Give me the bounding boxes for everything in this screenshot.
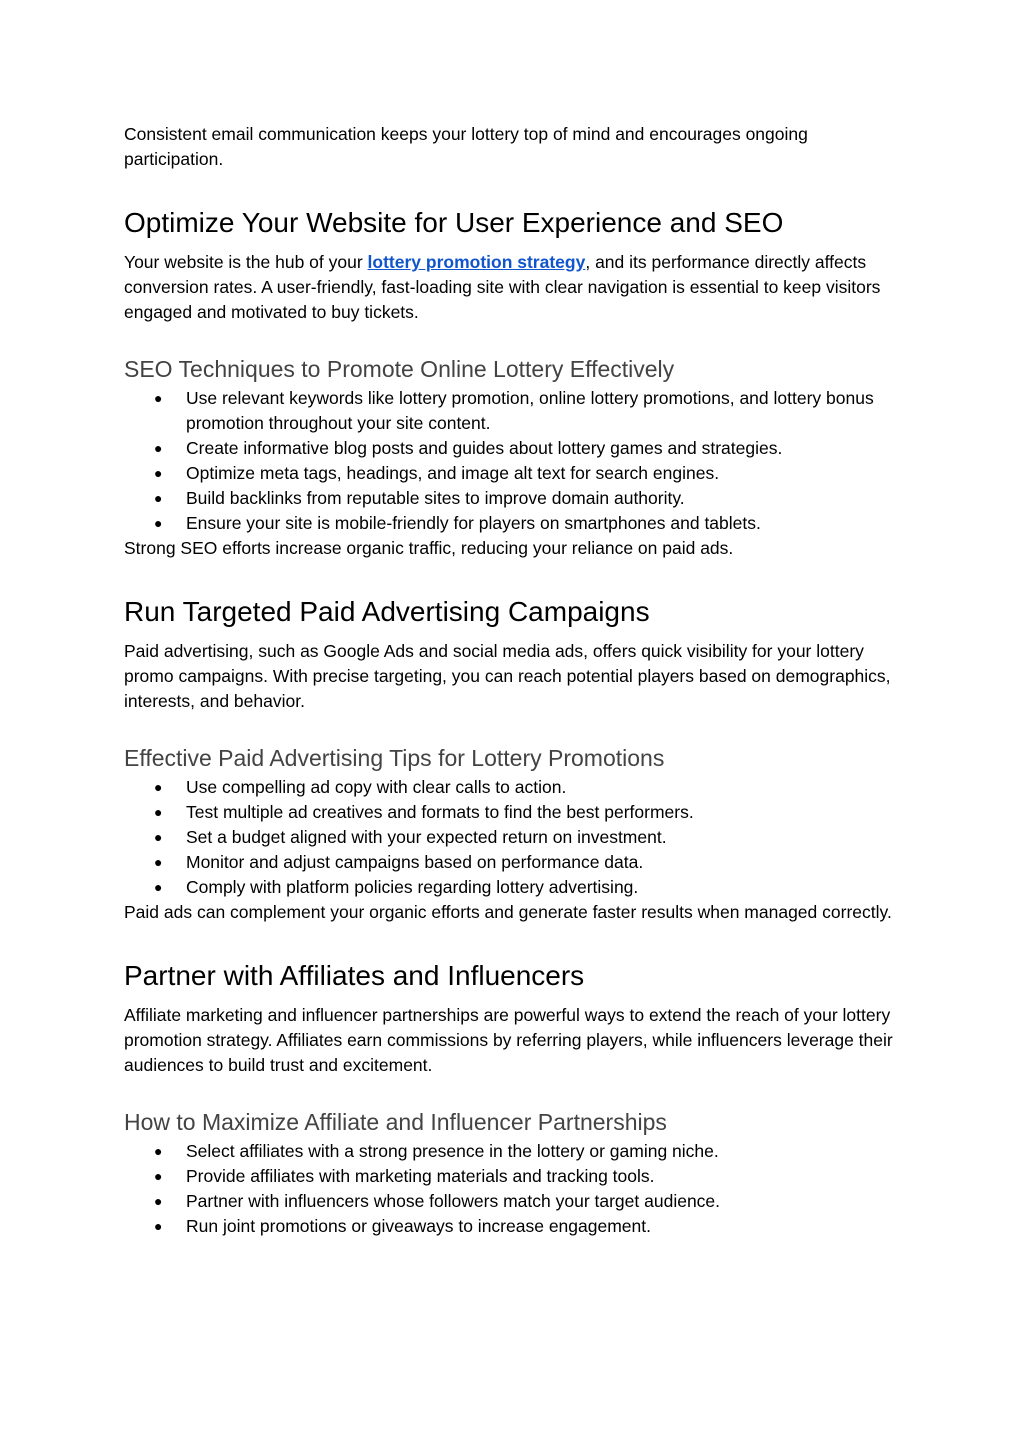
list-item (124, 1189, 900, 1214)
bullet-icon: ● (154, 1168, 163, 1184)
list-item (124, 1164, 900, 1189)
ads-closing-paragraph: Paid ads can complement your organic efforts and generate faster results when managed correctly. (124, 902, 892, 922)
list-item (124, 511, 900, 536)
list-item (124, 1214, 900, 1239)
list-item (124, 436, 900, 461)
seo-techniques-list (124, 386, 900, 536)
affiliates-subheading: How to Maximize Affiliate and Influencer Partnerships (124, 1109, 667, 1135)
list-item-text: Provide affiliates with marketing materials and tracking tools. (186, 1166, 655, 1186)
list-item-text: Optimize meta tags, headings, and image alt text for search engines. (186, 463, 720, 483)
affiliates-section-paragraph: Affiliate marketing and influencer partnerships are powerful ways to extend the reach of your lottery promotion strategy. Affiliates earn commissions by referring players, while influencers leverage their audiences to build trust and excitement. (124, 1005, 893, 1075)
list-item-text: Build backlinks from reputable sites to improve domain authority. (186, 488, 685, 508)
list-item-text: Create informative blog posts and guides about lottery games and strategies. (186, 438, 783, 458)
list-item-text: Monitor and adjust campaigns based on performance data. (186, 852, 644, 872)
list-item-text: Use compelling ad copy with clear calls to action. (186, 777, 567, 797)
bullet-icon: ● (154, 1143, 163, 1159)
bullet-icon: ● (154, 804, 163, 820)
bullet-icon: ● (154, 1218, 163, 1234)
list-item (124, 775, 900, 800)
intro-paragraph: Consistent email communication keeps your lottery top of mind and encourages ongoing participation. (124, 124, 808, 169)
document-page (124, 122, 900, 1239)
affiliates-list (124, 1139, 900, 1239)
bullet-icon: ● (154, 854, 163, 870)
list-item-text: Use relevant keywords like lottery promotion, online lottery promotions, and lottery bonus promotion throughout your site content. (186, 388, 874, 433)
ads-section-paragraph: Paid advertising, such as Google Ads and social media ads, offers quick visibility for your lottery promo campaigns. With precise targeting, you can reach potential players based on demographics, interests, and behavior. (124, 641, 891, 711)
ads-tips-list (124, 775, 900, 900)
bullet-icon: ● (154, 829, 163, 845)
list-item (124, 800, 900, 825)
website-section-heading: Optimize Your Website for User Experience and SEO (124, 207, 784, 238)
list-item-text: Partner with influencers whose followers match your target audience. (186, 1191, 721, 1211)
seo-techniques-subheading: SEO Techniques to Promote Online Lottery Effectively (124, 356, 675, 382)
list-item (124, 875, 900, 900)
bullet-icon: ● (154, 515, 163, 531)
list-item (124, 486, 900, 511)
bullet-icon: ● (154, 465, 163, 481)
bullet-icon: ● (154, 440, 163, 456)
website-para-after-link: , and its performance directly affects conversion rates. A user-friendly, fast-loading site with clear navigation is essential to keep visitors engaged and motivated to buy tickets. (124, 252, 881, 322)
ads-tips-subheading: Effective Paid Advertising Tips for Lottery Promotions (124, 745, 665, 771)
ads-section-heading: Run Targeted Paid Advertising Campaigns (124, 596, 650, 627)
list-item-text: Select affiliates with a strong presence in the lottery or gaming niche. (186, 1141, 719, 1161)
seo-closing-paragraph: Strong SEO efforts increase organic traffic, reducing your reliance on paid ads. (124, 538, 734, 558)
lottery-promotion-strategy-link[interactable]: lottery promotion strategy (367, 252, 586, 272)
list-item (124, 1139, 900, 1164)
list-item-text: Set a budget aligned with your expected return on investment. (186, 827, 667, 847)
list-item-text: Ensure your site is mobile-friendly for players on smartphones and tablets. (186, 513, 761, 533)
list-item-text: Run joint promotions or giveaways to increase engagement. (186, 1216, 651, 1236)
bullet-icon: ● (154, 490, 163, 506)
list-item-text: Test multiple ad creatives and formats to find the best performers. (186, 802, 694, 822)
list-item (124, 386, 900, 436)
website-section-paragraph (124, 250, 900, 325)
list-item (124, 850, 900, 875)
list-item (124, 825, 900, 850)
list-item-text: Comply with platform policies regarding lottery advertising. (186, 877, 639, 897)
bullet-icon: ● (154, 879, 163, 895)
bullet-icon: ● (154, 779, 163, 795)
website-para-before-link: Your website is the hub of your (124, 252, 368, 272)
bullet-icon: ● (154, 1193, 163, 1209)
list-item (124, 461, 900, 486)
affiliates-section-heading: Partner with Affiliates and Influencers (124, 960, 585, 991)
bullet-icon: ● (154, 390, 163, 406)
